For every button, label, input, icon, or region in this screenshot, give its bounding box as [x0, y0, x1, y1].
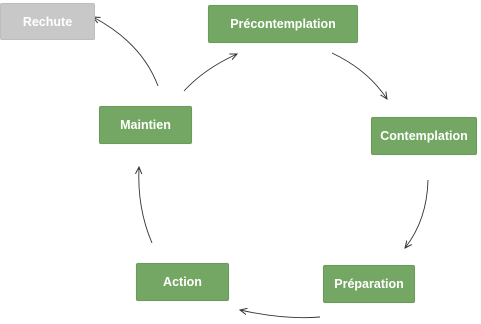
arrow-maintien-to-rechute: [93, 17, 158, 86]
stage-contemplation-label: Contemplation: [380, 129, 468, 143]
stage-action-label: Action: [163, 275, 202, 289]
stage-precontemplation-label: Précontemplation: [230, 17, 336, 31]
stage-action-box: [136, 263, 229, 301]
arrow-maintien-to-precontemplation: [184, 54, 237, 91]
arrow-action-to-maintien: [139, 167, 152, 243]
arrow-contemplation-to-preparation: [405, 180, 428, 248]
stage-preparation-box: [323, 265, 415, 303]
stage-maintien-label: Maintien: [120, 118, 171, 132]
stage-maintien-box: [99, 106, 192, 144]
arrow-preparation-to-action: [240, 310, 320, 318]
arrow-precontemplation-to-contemplation: [332, 53, 387, 99]
stage-contemplation-box: [371, 117, 477, 155]
stage-rechute-box: [0, 3, 95, 40]
stage-rechute-label: Rechute: [22, 14, 73, 29]
stage-preparation-label: Préparation: [334, 277, 404, 291]
stage-precontemplation-box: [208, 5, 358, 43]
